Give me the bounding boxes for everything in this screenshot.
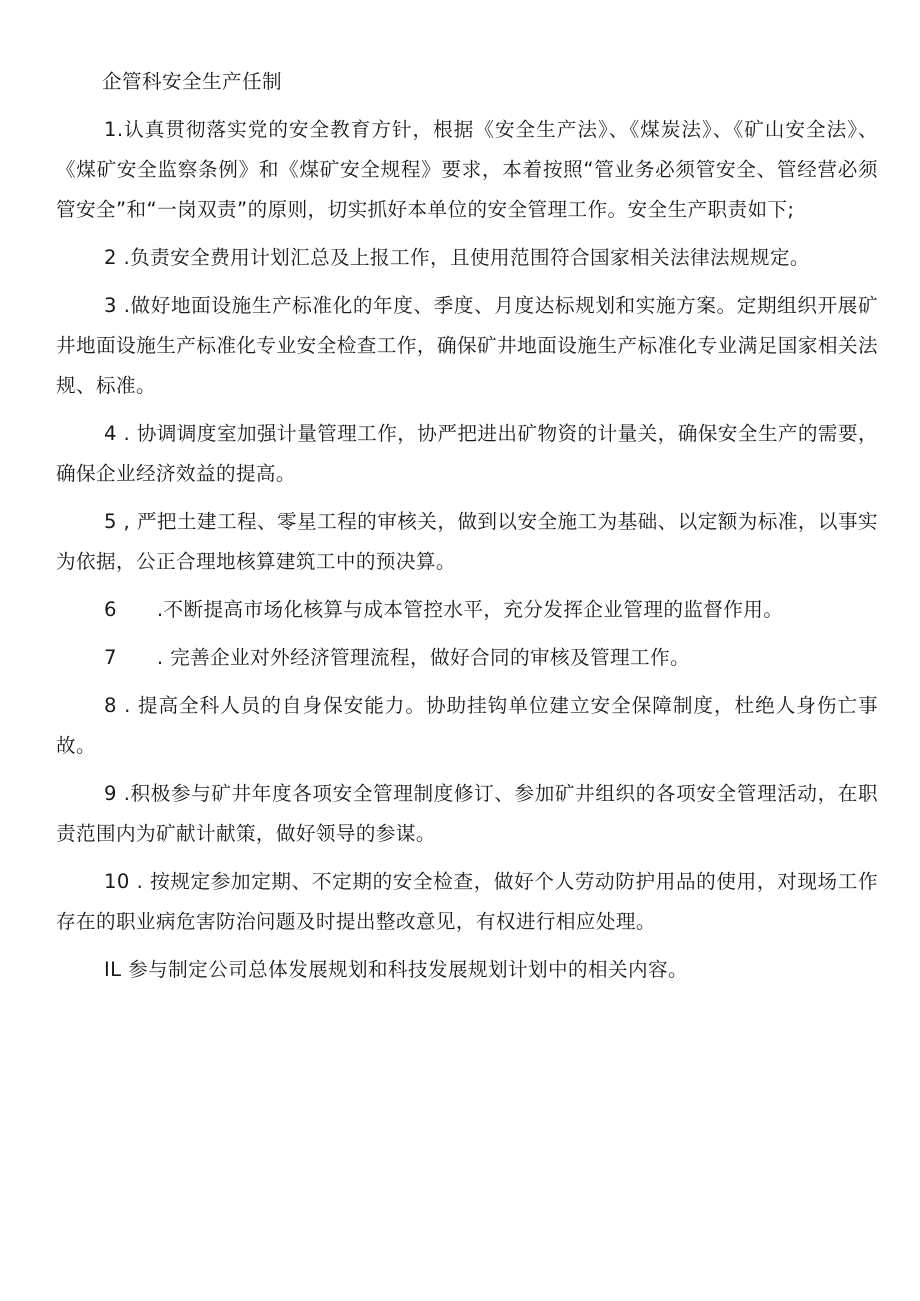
paragraph-10: 10 . 按规定参加定期、不定期的安全检查，做好个人劳动防护用品的使用，对现场工作存在的职业病危害防治问题及时提出整改意见，有权进行相应处理。: [56, 870, 878, 933]
paragraph-11: IL 参与制定公司总体发展规划和科技发展规划计划中的相关内容。: [104, 958, 688, 981]
paragraph-4: 4 . 协调调度室加强计量管理工作，协严把进出矿物资的计量关，确保安全生产的需要，确保企业经济效益的提高。: [56, 422, 878, 485]
paragraph-9: 9 .积极参与矿井年度各项安全管理制度修订、参加矿井组织的各项安全管理活动，在职责范围内为矿献计献策，做好领导的参谋。: [56, 782, 878, 845]
paragraph-7: 7 . 完善企业对外经济管理流程，做好合同的审核及管理工作。: [104, 646, 690, 669]
paragraph-1: 1.认真贯彻落实党的安全教育方针，根据《安全生产法》、《煤炭法》、《矿山安全法》、《煤矿安全监察条例》和《煤矿安全规程》要求，本着按照“管业务必须管安全、管经营必须管安全”和“一岗双责”的原则，切实抓好本单位的安全管理工作。安全生产职责如下;: [56, 118, 878, 221]
paragraph-2: 2 .负责安全费用计划汇总及上报工作，且使用范围符合国家相关法律法规规定。: [104, 246, 810, 269]
paragraph-3: 3 .做好地面设施生产标准化的年度、季度、月度达标规划和实施方案。定期组织开展矿井地面设施生产标准化专业安全检查工作，确保矿井地面设施生产标准化专业满足国家相关法规、标准。: [56, 294, 878, 397]
paragraph-5: 5 , 严把土建工程、零星工程的审核关，做到以安全施工为基础、以定额为标准，以事实为依据，公正合理地核算建筑工中的预决算。: [56, 510, 878, 573]
paragraph-6: 6 .不断提高市场化核算与成本管控水平，充分发挥企业管理的监督作用。: [104, 598, 784, 621]
document-page: [56, 62, 878, 998]
paragraph-8: 8 . 提高全科人员的自身保安能力。协助挂钩单位建立安全保障制度，杜绝人身伤亡事故。: [56, 694, 878, 757]
document-title: 企管科安全生产任制: [102, 70, 282, 93]
